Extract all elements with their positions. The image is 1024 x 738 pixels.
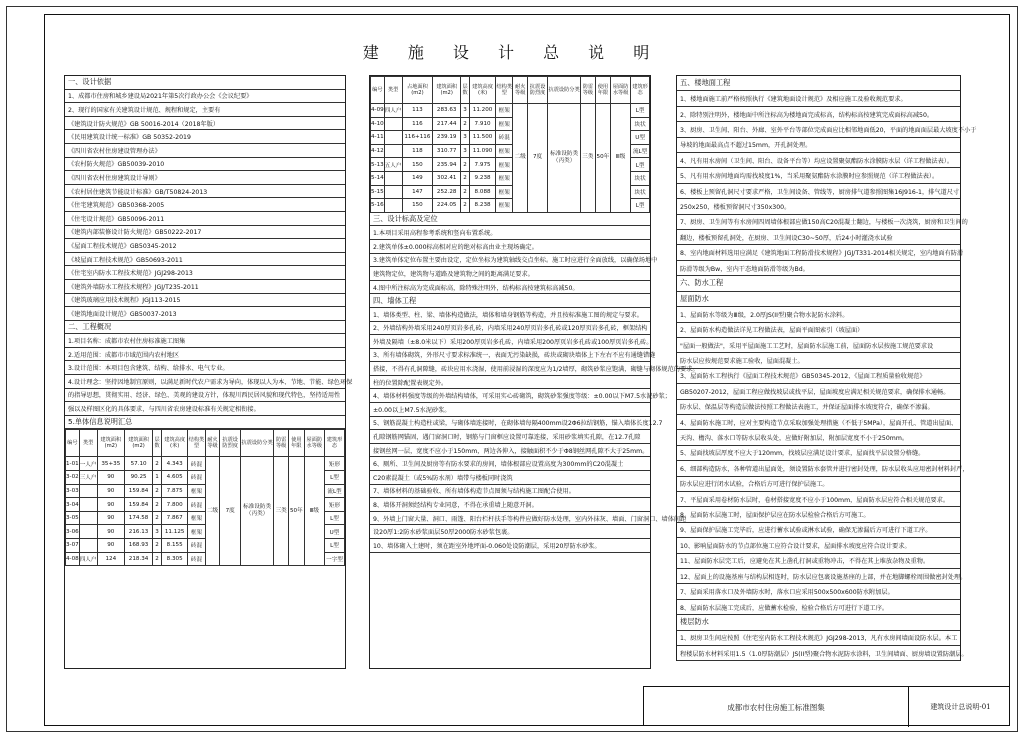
table-header-cell: 屋面防水等级 [611, 77, 631, 104]
spec-line: GB50207-2012，屋面工程应做找坡层或找平层，屋面坡度应满足相关规范要求，确保排水通畅。 [677, 384, 960, 399]
table-cell: 90 [97, 539, 125, 553]
spec-line: 2.适用范围：成都市市域范围内农村地区 [65, 348, 345, 362]
table-cell: 标准设防类（丙类） [240, 457, 273, 566]
project-name: 成都市农村住房施工标准图集 [727, 702, 825, 712]
spec-line: 5、钢筋混凝土构造柱或梁，与砌体墙连接时，在砌体墙每隔400mm设2Φ6拉结钢筋，锚入墙体长度12.7 [370, 417, 650, 431]
table-cell: 二级 [205, 457, 220, 566]
spec-line: 防水层应进行闭水试验，合格后方可进行保护层施工。 [677, 477, 960, 492]
table-cell: 116+116 [402, 131, 433, 145]
spec-line: 防水层应按规范要求施工验收，屋面混凝土。 [677, 353, 960, 368]
table-cell: 四人户 [384, 104, 402, 118]
table-cell: 11.200 [470, 104, 496, 118]
table-cell: 57.10 [125, 457, 153, 471]
table-cell: 3 [461, 144, 470, 158]
table-cell: 150 [402, 158, 433, 172]
table-cell: 砖混 [496, 131, 513, 145]
table-cell: 砖混 [188, 457, 205, 471]
spec-line: 1、墙体类型、柱、梁、墙体构造做法，墙体和墙身钢筋等构造，并且按标准施工图的规定与要求。 [370, 308, 650, 322]
spec-line: 防水层、保温层等构造层做法按照工程做法表施工，并保证屋面排水坡度符合，确保不渗漏。 [677, 400, 960, 415]
table-cell: L型 [631, 199, 650, 213]
table-cell [384, 131, 402, 145]
spec-line: 1.项目名称：成都市农村住房标准施工图集 [65, 334, 345, 348]
spec-line: 9、外墙上门窗大量、洞口、雨篷、阳台栏杆扶手等构件应做好防水处理，室内外抹灰、墙面、门窗洞口、墙体间距 [370, 512, 650, 526]
table-cell: 矩形 [325, 498, 345, 512]
table-header-cell: 建筑形态 [631, 77, 650, 104]
table-cell: 3-02 [66, 471, 80, 485]
spec-line: 3、屋面防水工程执行《屋面工程技术规范》GB50345-2012、《屋面工程质量验收规范》 [677, 369, 960, 384]
table-cell [79, 498, 97, 512]
spec-line: 2、现行的国家有关建筑设计规范、规程和规定，主要有 [65, 103, 345, 117]
table-cell [384, 171, 402, 185]
table-row [66, 457, 345, 471]
spec-line: 250x250，楼板预留洞尺寸350x300。 [677, 199, 960, 214]
table-cell: 8.238 [470, 199, 496, 213]
spec-line: 4、屋面防水施工时，应对主要构造节点采取加强处理措施（不低于5MPa），屋面开孔、管道出屋面、 [677, 415, 960, 430]
spec-line: 防滑等级为Bw，室内干态地面防滑等级为Bd。 [677, 261, 960, 276]
section-heading: 三、设计标高及定位 [370, 213, 650, 227]
table-cell: 2 [461, 117, 470, 131]
spec-line: 6、楼板上预留孔洞尺寸要求严格，卫生间设备、管线等，厨房排气道参照图集16J916-1，排气道尺寸 [677, 184, 960, 199]
table-cell [79, 539, 97, 553]
spec-line: 接钢丝网一层，宽度不应小于150mm，两边各伸入，接触面积不少于Φ8钢丝网孔隙不大于25mm。 [370, 444, 650, 458]
table-cell: 框架 [496, 144, 513, 158]
spec-line: 5、凡有用水房间地面均需找坡度1%，当采用聚氨酯防水涂膜时应参照规范（详工程做法表）。 [677, 168, 960, 183]
spec-line: 翻边，楼板预留孔洞处，在厨房、卫生间设C30~50厚，后24小时灌浇水试验 [677, 230, 960, 245]
table-cell: U型 [631, 131, 650, 145]
section-heading: 二、工程概况 [65, 321, 345, 335]
table-header-cell: 抗震设防烈度 [220, 430, 240, 457]
table-cell: 框架 [496, 104, 513, 118]
table-cell: 框架 [188, 484, 205, 498]
spec-line: 孔隙钢筋网锚固，遇门窗洞口时，钢筋与门窗框应设置可靠连接，采用砂浆填实孔隙，在12.7孔隙 [370, 430, 650, 444]
spec-line: ±0.00以上M7.5水泥砂浆。 [370, 403, 650, 417]
table-header-row [66, 430, 345, 457]
table-cell: 90 [97, 498, 125, 512]
spec-line: 1、厨房卫生间应按照《住宅室内防水工程技术规范》JGJ298-2013，凡有水房间墙面设防水层。本工 [677, 631, 960, 646]
spec-line: 11、屋面防水层完工后，应避免在其上凿孔打洞或重物冲击，不得在其上堆放杂物及重物。 [677, 554, 960, 569]
table-cell [384, 199, 402, 213]
section-heading: 5.单体信息说明汇总 [65, 416, 345, 430]
spec-line: 《住宅室内防水工程技术规范》JGJ298-2013 [65, 266, 345, 280]
spec-line: 搭接，不得有孔洞隙缝，砖块应用水浇湿，使用前浸湿的深度应为1/2墙厚，砌筑砂浆应饱满，砌缝与砌体规范的要求。 [370, 362, 650, 376]
table-header-cell: 建筑形态 [325, 430, 345, 457]
table-cell: 217.44 [433, 117, 461, 131]
spec-line: 6、细部构造防水，各种管道出屋面处，须设置防水套管并进行密封处理，防水层收头应用密封材料封严， [677, 461, 960, 476]
table-cell: 3 [461, 104, 470, 118]
table-cell: 35+35 [97, 457, 125, 471]
spec-line: 1、楼地面施工前严格按照执行《建筑地面设计规范》及相应施工及验收规范要求。 [677, 91, 960, 106]
table-cell: L型 [325, 511, 345, 525]
spec-line: 3、厨房、卫生间、阳台、外廊、室外平台等部位完成面应比相邻地面低20，平面的地面面层最大坡度不小于 [677, 122, 960, 137]
title-block-divider [908, 687, 909, 727]
table-cell: 8.305 [162, 552, 188, 566]
right-column [676, 75, 977, 661]
table-cell: 118 [402, 144, 433, 158]
table-cell [79, 525, 97, 539]
spec-line: 3.设计范围：本项目包含建筑、结构、给排水、电气专业。 [65, 361, 345, 375]
table-cell: 235.94 [433, 158, 461, 172]
spec-line: 2、除特别注明外，楼地面中所注标高为楼地面完成标高，结构标高按建筑完成面标高减50。 [677, 107, 960, 122]
table-cell: 2 [461, 171, 470, 185]
table-header-cell: 抗震设防分类 [240, 430, 273, 457]
table-cell: 2 [153, 511, 162, 525]
table-cell: 124 [97, 552, 125, 566]
table-cell: 2 [153, 484, 162, 498]
table-cell: 2 [461, 199, 470, 213]
spec-line: 天沟、檐沟、落水口等防水层收头处，应做好附加层，附加层宽度不小于250mm。 [677, 430, 960, 445]
spec-line: 《农村防火规范》GB50039-2010 [65, 158, 345, 172]
spec-line: 4、墙体材料强度等级的外墙结构墙体，可采用实心砖砌筑，砌筑砂浆强度等级：±0.00以下M7.5水泥砂浆； [370, 389, 650, 403]
table-cell: 2 [153, 552, 162, 566]
spec-line: 8、室内地面材料选用应满足《建筑地面工程防滑技术规程》JGJ/T331-2014相关规定，室内地面有防滑 [677, 245, 960, 260]
table-cell: 框架 [496, 158, 513, 172]
table-cell: 框架 [496, 199, 513, 213]
spec-line: 设20厚1:2防水砂浆面层50厚2000防水砂浆包裹。 [370, 525, 650, 539]
table-header-cell: 使用年限 [289, 430, 305, 457]
spec-line: 5、屋面找坡层厚度不应大于120mm，找坡层应满足设计要求，屋面找平层设置分格缝。 [677, 446, 960, 461]
table-cell: 2 [153, 539, 162, 553]
spec-line: 4.设计理念：坚持因地制宜原则，以满足新时代农户需求为导向，体现以人为本、节地、节能、绿色环保 [65, 375, 345, 389]
table-cell: 116 [402, 117, 433, 131]
table-cell [384, 185, 402, 199]
spec-line: 导坡的地面最高点不超过15mm，开孔洞处理。 [677, 138, 960, 153]
spec-line: 《坡屋面工程技术规范》GB50693-2011 [65, 253, 345, 267]
spec-line: 《建筑设计防火规范》GB 50016-2014（2018年版） [65, 117, 345, 131]
table-cell: 90 [97, 525, 125, 539]
spec-line: 2、屋面防水构造做法详见工程做法表，屋面平面图索引（坡屋面） [677, 323, 960, 338]
table-cell: 3 [153, 525, 162, 539]
table-cell: 3-06 [66, 525, 80, 539]
spec-line: 10、影响屋面防水的节点部位施工应符合设计要求，屋面排水坡度应符合设计要求。 [677, 538, 960, 553]
table-cell: 一人户 [79, 457, 97, 471]
spec-line: 《建筑地面设计规范》GB50037-2013 [65, 307, 345, 321]
table-cell: 三人户 [79, 471, 97, 485]
table-cell: 9.238 [470, 171, 496, 185]
spec-line: 4.图中所注标高为完成面标高，除特殊注明外，结构标高按建筑标高减50。 [370, 281, 650, 295]
table-cell: 5-16 [371, 199, 385, 213]
table-cell [79, 484, 97, 498]
table-cell: 框架 [496, 171, 513, 185]
table-cell: L型 [631, 104, 650, 118]
table-cell: 块状 [631, 171, 650, 185]
table-cell [79, 511, 97, 525]
table-cell: 50年 [595, 104, 610, 213]
table-header-cell: 结构类型 [188, 430, 205, 457]
spec-line: 8、屋面防水层施工时，屋面保护层应在防水层检验合格后方可施工。 [677, 507, 960, 522]
table-header-cell: 类型 [79, 430, 97, 457]
spec-line: 7、屋面采用落水口及外墙防水时，落水口应采用500x500x600防水附加层。 [677, 584, 960, 599]
table-cell: 砖混 [188, 498, 205, 512]
table-cell: 252.28 [433, 185, 461, 199]
table-cell: 302.41 [433, 171, 461, 185]
left-column [64, 75, 353, 669]
spec-line: 6、厕所、卫生间及厨房等有防水要求的房间，墙体根部应设置高度为300mm的C20混凝土 [370, 457, 650, 471]
table-cell: 矩形 [325, 457, 345, 471]
table-cell: 1 [153, 471, 162, 485]
table-cell: 90.25 [125, 471, 153, 485]
table-cell: 11.500 [470, 131, 496, 145]
table-header-cell: 屋面防水等级 [304, 430, 324, 457]
table-header-cell: 层数 [461, 77, 470, 104]
table-cell: 113 [402, 104, 433, 118]
table-cell: 2 [461, 158, 470, 172]
table-cell: 159.84 [125, 484, 153, 498]
table-cell: 218.34 [125, 552, 153, 566]
table-cell: 7.910 [470, 117, 496, 131]
table-cell: 149 [402, 171, 433, 185]
table-cell: 标准设防类（丙类） [548, 104, 581, 213]
spec-line: 2.建筑单体±0.000标高相对应的绝对标高由业主现场确定。 [370, 240, 650, 254]
table-header-cell: 建筑面积(m2) [97, 430, 125, 457]
table-cell: 4-10 [371, 117, 385, 131]
spec-line: 12、屋面上的设施基座与结构层相连时，防水层应包裹设施基座的上部，并在地脚螺栓周围做密封处理。 [677, 569, 960, 584]
table-header-cell: 抗震设防烈度 [528, 77, 548, 104]
table-header-cell: 防雷等级 [581, 77, 596, 104]
spec-line: 8、屋面防水层施工完成后，应做蓄水检验，检验合格后方可进行下道工序。 [677, 600, 960, 615]
spec-line: 《屋面工程技术规范》GB50345-2012 [65, 239, 345, 253]
spec-line: 8、墙体开洞须经结构专业同意，不得在承重墙上随意开洞。 [370, 498, 650, 512]
table-cell: 5-15 [371, 185, 385, 199]
table-cell: 3-03 [66, 484, 80, 498]
table-cell: 7度 [528, 104, 548, 213]
spec-line: 7、平屋面采用卷材防水层时，卷材搭接宽度不应小于100mm，屋面防水层应符合相关规范要求。 [677, 492, 960, 507]
table-cell: 11.090 [470, 144, 496, 158]
table-cell: Ⅲ级 [304, 457, 324, 566]
spec-line: 3.建筑单体定位布置主要由设定，定位坐标为建筑轴线交点坐标。施工时应进行全面放线，以确保场地中 [370, 254, 650, 268]
table-cell: 砖混 [188, 552, 205, 566]
table-cell: 90 [97, 484, 125, 498]
table-cell: 3-04 [66, 498, 80, 512]
table-header-cell: 结构类型 [496, 77, 513, 104]
table-cell: L型 [325, 539, 345, 553]
table-cell: 二级 [513, 104, 528, 213]
table-header-cell: 抗震设防分类 [548, 77, 581, 104]
table-header-cell: 耐火等级 [205, 430, 220, 457]
spec-line: 的指导思想，贯彻实用、经济、绿色、美观的建设方针，体现川西民居风貌和现代特色，坚持适用性 [65, 389, 345, 403]
table-row [371, 104, 650, 118]
table-header-cell: 建筑面积(m2) [125, 430, 153, 457]
spec-line: 1、屋面防水等级为Ⅲ级，2.0厚JS(II型)聚合物水泥防水涂料。 [677, 307, 960, 322]
spec-line: 《建筑外墙防水工程技术规程》JGJ/T235-2011 [65, 280, 345, 294]
table-cell: 块状 [631, 185, 650, 199]
table-cell: 一字型 [325, 552, 345, 566]
table-header-cell: 建筑高度(米) [470, 77, 496, 104]
table-cell: L型 [631, 158, 650, 172]
table-header-cell: 类型 [384, 77, 402, 104]
spec-line: 强以及样图区化的具体要求，与四川省农房建设标准有关规定相衔接。 [65, 402, 345, 416]
table-cell: 174.58 [125, 511, 153, 525]
table-cell: 4-11 [371, 131, 385, 145]
table-cell: 4-09 [371, 104, 385, 118]
table-header-cell: 编号 [371, 77, 385, 104]
spec-line: C20素混凝土（或5%防水剂）墙带与楼板同时浇筑 [370, 471, 650, 485]
table-cell: 1-01 [66, 457, 80, 471]
section-heading: 五、楼地面工程 [677, 76, 960, 91]
table-cell [384, 144, 402, 158]
spec-line: 《建筑内部装修设计防火规范》GB50222-2017 [65, 226, 345, 240]
table-cell: 168.93 [125, 539, 153, 553]
spec-line: 《住宅设计规范》GB50096-2011 [65, 212, 345, 226]
table-cell: 四人户 [79, 552, 97, 566]
table-cell: Ⅲ级 [611, 104, 631, 213]
table-header-cell: 建筑面积(m2) [433, 77, 461, 104]
table-cell: 5-14 [371, 171, 385, 185]
table-cell: 块状 [631, 117, 650, 131]
table-cell: 流L型 [325, 484, 345, 498]
table-cell: 3-07 [66, 539, 80, 553]
table-header-cell: 层数 [153, 430, 162, 457]
table-cell: 流L型 [631, 144, 650, 158]
table-cell: 90 [97, 511, 125, 525]
table-cell: 砖混 [188, 471, 205, 485]
table-cell: L型 [325, 471, 345, 485]
table-cell: 7.875 [162, 484, 188, 498]
table-header-cell: 编号 [66, 430, 80, 457]
table-header-cell: 建筑高度(米) [162, 430, 188, 457]
table-cell: 224.05 [433, 199, 461, 213]
table-header-row [371, 77, 650, 104]
table-cell [384, 117, 402, 131]
building-info-table [370, 76, 650, 213]
spec-line: "屋面一般做法"，采用平屋面施工工艺时，屋面防水层施工前，屋面防水层按施工规范要求设 [677, 338, 960, 353]
table-cell: 2 [153, 498, 162, 512]
spec-line: 1、成都市住房和城乡建设局2021年第5次行政办公会《会议纪要》 [65, 90, 345, 104]
table-cell: 三类 [274, 457, 289, 566]
table-cell: 框架 [496, 117, 513, 131]
spec-line: 《农村居住建筑节能设计标准》GB/T50824-2013 [65, 185, 345, 199]
section-heading: 四、墙体工程 [370, 294, 650, 308]
section-heading: 六、防水工程 [677, 276, 960, 291]
table-cell: 50年 [289, 457, 305, 566]
table-cell: 3-05 [66, 511, 80, 525]
spec-line: 1.本项目采用高程参考系统和竖向布置系统。 [370, 226, 650, 240]
table-cell: 框架 [496, 185, 513, 199]
sheet-title: 建 施 设 计 总 说 明 [362, 43, 662, 62]
table-cell: 8.155 [162, 539, 188, 553]
spec-line: 10、墙体砌入土建时，须在距室外地坪面-0.060处设防潮层，采用20厚防水砂浆。 [370, 539, 650, 553]
table-cell: 4.343 [162, 457, 188, 471]
table-cell: 4-08 [66, 552, 80, 566]
section-heading: 楼层防水 [677, 615, 960, 630]
table-cell: 2 [153, 457, 162, 471]
table-cell: 147 [402, 185, 433, 199]
table-cell: 239.19 [433, 131, 461, 145]
table-cell: U型 [325, 525, 345, 539]
spec-line: 建筑物定位，建筑物与道路及建筑物之间的距离满足要求。 [370, 267, 650, 281]
drawing-name: 建筑设计总说明-01 [930, 703, 991, 711]
spec-line: 《住宅建筑规范》GB50368-2005 [65, 198, 345, 212]
table-cell: 3 [461, 131, 470, 145]
table-cell: 五人户 [384, 158, 402, 172]
spec-line: 《四川省农村住房建筑设计导则》 [65, 171, 345, 185]
table-cell: 框架 [188, 525, 205, 539]
table-cell: 216.13 [125, 525, 153, 539]
section-heading: 屋面防水 [677, 292, 960, 307]
table-cell: 159.84 [125, 498, 153, 512]
spec-line: 9、屋面保护层施工完毕后，应进行蓄水试验或淋水试验，确保无渗漏后方可进行下道工序。 [677, 523, 960, 538]
spec-line: 《民用建筑设计统一标准》GB 50352-2019 [65, 130, 345, 144]
spec-line: 程楼层防水材料采用1.5（1.0厚防潮层）JS(II型)聚合物水泥防水涂料，卫生间墙面、厨房墙设置防潮层。 [677, 646, 960, 661]
table-cell: 砖混 [188, 539, 205, 553]
spec-line: 7、厨房、卫生间等有水房间四周墙体根部应做150高C20混凝土翻边，与楼板一次浇筑，厨房和卫生间的 [677, 215, 960, 230]
table-cell: 7.975 [470, 158, 496, 172]
spec-line: 《四川省农村住房建设管理办法》 [65, 144, 345, 158]
title-block [643, 686, 1010, 726]
spec-line: 7、墙体材料的基础验收、所有墙体构造节点图须与结构施工图配合使用。 [370, 485, 650, 499]
section-heading: 一、设计依据 [65, 76, 345, 90]
table-cell: 283.63 [433, 104, 461, 118]
spec-line: 2、外墙结构外墙采用240厚页岩多孔砖，内墙采用240厚页岩多孔砖或120厚页岩多孔砖，框架结构 [370, 322, 650, 336]
table-cell: 5-13 [371, 158, 385, 172]
table-cell: 7度 [220, 457, 240, 566]
table-header-cell: 耐火等级 [513, 77, 528, 104]
table-cell: 三类 [581, 104, 596, 213]
table-cell: 2 [461, 185, 470, 199]
table-cell: 11.125 [162, 525, 188, 539]
table-header-cell: 防雷等级 [274, 430, 289, 457]
table-cell: 7.800 [162, 498, 188, 512]
table-header-cell: 使用年限 [595, 77, 610, 104]
table-cell: 7.867 [162, 511, 188, 525]
table-cell: 4-12 [371, 144, 385, 158]
spec-line: 4、凡有用水房间（卫生间、阳台、设备平台等）均应设置聚氨酯防水涂膜防水层（详工程做法表）。 [677, 153, 960, 168]
table-cell: 框架 [188, 511, 205, 525]
spec-line: 《建筑玻璃应用技术规程》JGJ113-2015 [65, 294, 345, 308]
table-cell: 4.605 [162, 471, 188, 485]
table-cell: 90 [97, 471, 125, 485]
table-cell: 8.088 [470, 185, 496, 199]
table-cell: 150 [402, 199, 433, 213]
spec-line: 柱的位置除配置表规定外。 [370, 376, 650, 390]
spec-line: 3、所有墙体砌筑，外形尺寸要求标准统一，表面无污染缺损，砖块或砌块墙体上下左右不应有通缝错缝 [370, 349, 650, 363]
table-cell: 310.77 [433, 144, 461, 158]
spec-line: 外墙及隔墙（±8.0米以下）采用200厚页岩多孔砖，内墙采用200厚页岩多孔砖或100厚页岩多孔砖。 [370, 335, 650, 349]
table-header-cell: 占地面积(m2) [402, 77, 433, 104]
building-info-table [65, 429, 345, 566]
